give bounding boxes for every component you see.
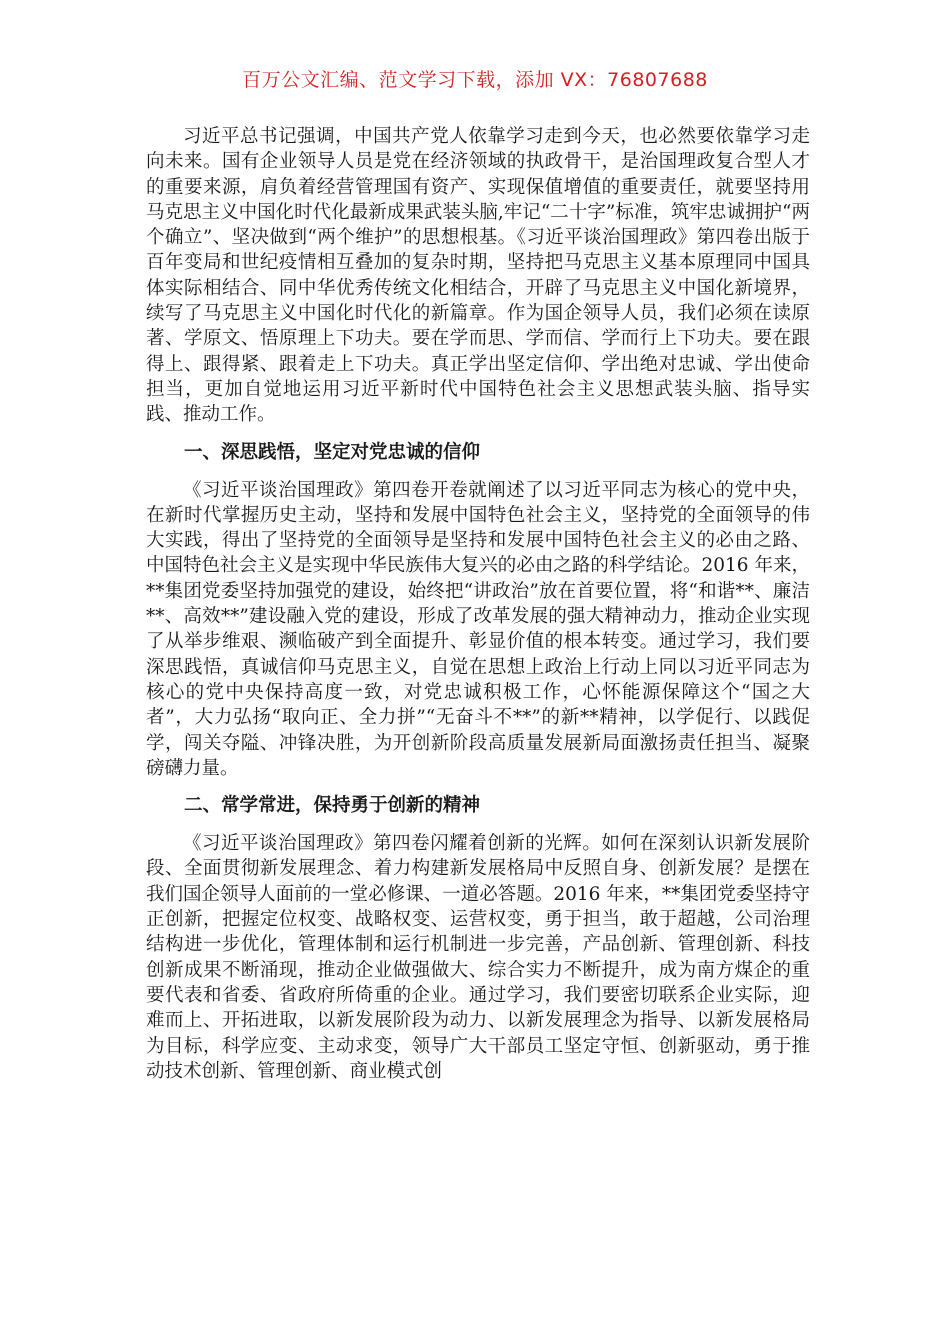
section-heading-1: 一、深思践悟，坚定对党忠诚的信仰 xyxy=(184,441,481,463)
section-2-paragraph: 《习近平谈治国理政》第四卷闪耀着创新的光辉。如何在深刻认识新发展阶段、全面贯彻新发展理念、着力构建新发展格局中反照自身、创新发展？是摆在我们国企领导人面前的一堂必修课、一道必答题。2016 年来，**集团党委坚持守正创新，把握定位权变、战略权变、运营权变，勇于担当，敢于超越，公司治理结构进一步优化，管理体制和运行机制进一步完善，产品创新、管理创新、科技创新成果不断涌现，推动企业做强做大、综合实力不断提升，成为南方煤企的重要代表和省委、省政府所倚重的企业。通过学习，我们要密切联系企业实际，迎难而上、开拓进取，以新发展阶段为动力、以新发展理念为指导、以新发展格局为目标，科学应变、主动求变，领导广大干部员工坚定守恒、创新驱动，勇于推动技术创新、管理创新、商业模式创 xyxy=(146,833,810,1082)
section-heading-2: 二、常学常进，保持勇于创新的精神 xyxy=(184,795,481,817)
intro-paragraph: 习近平总书记强调，中国共产党人依靠学习走到今天，也必然要依靠学习走向未来。国有企业领导人员是党在经济领域的执政骨干，是治国理政复合型人才的重要来源，肩负着经营管理国有资产、实现保值增值的重要责任，就要坚持用马克思主义中国化时代化最新成果武装头脑,牢记“二十字”标准，筑牢忠诚拥护“两个确立”、坚决做到“两个维护”的思想根基。《习近平谈治国理政》第四卷出版于百年变局和世纪疫情相互叠加的复杂时期，坚持把马克思主义基本原理同中国具体实际相结合、同中华优秀传统文化相结合，开辟了马克思主义中国化新境界，续写了马克思主义中国化时代化的新篇章。作为国企领导人员，我们必须在读原著、学原文、悟原理上下功夫。要在学而思、学而信、学而行上下功夫。要在跟得上、跟得紧、跟着走上下功夫。真正学出坚定信仰、学出绝对忠诚、学出使命担当，更加自觉地运用习近平新时代中国特色社会主义思想武装头脑、指导实践、推动工作。 xyxy=(146,126,810,426)
section-1-paragraph: 《习近平谈治国理政》第四卷开卷就阐述了以习近平同志为核心的党中央，在新时代掌握历史主动，坚持和发展中国特色社会主义，坚持党的全面领导的伟大实践，得出了坚持党的全面领导是坚持和发展中国特色社会主义的必由之路、中国特色社会主义是实现中华民族伟大复兴的必由之路的科学结论。2016 年来，**集团党委坚持加强党的建设，始终把“讲政治”放在首要位置，将“和谐**、廉洁**、高效**”建设融入党的建设，形成了改革发展的强大精神动力，推动企业实现了从举步维艰、濒临破产到全面提升、彰显价值的根本转变。通过学习，我们要深思践悟，真诚信仰马克思主义，自觉在思想上政治上行动上同以习近平同志为核心的党中央保持高度一致，对党忠诚积极工作，心怀能源保障这个“国之大者”，大力弘扬“取向正、全力拼”“无奋斗不**”的新**精神，以学促行、以践促学，闯关夺隘、冲锋决胜，为开创新阶段高质量发展新局面激扬责任担当、凝聚磅礴力量。 xyxy=(146,479,810,779)
document-body xyxy=(146,124,810,1084)
header-banner: 百万公文汇编、范文学习下载，添加 VX：76807688 xyxy=(242,69,708,91)
